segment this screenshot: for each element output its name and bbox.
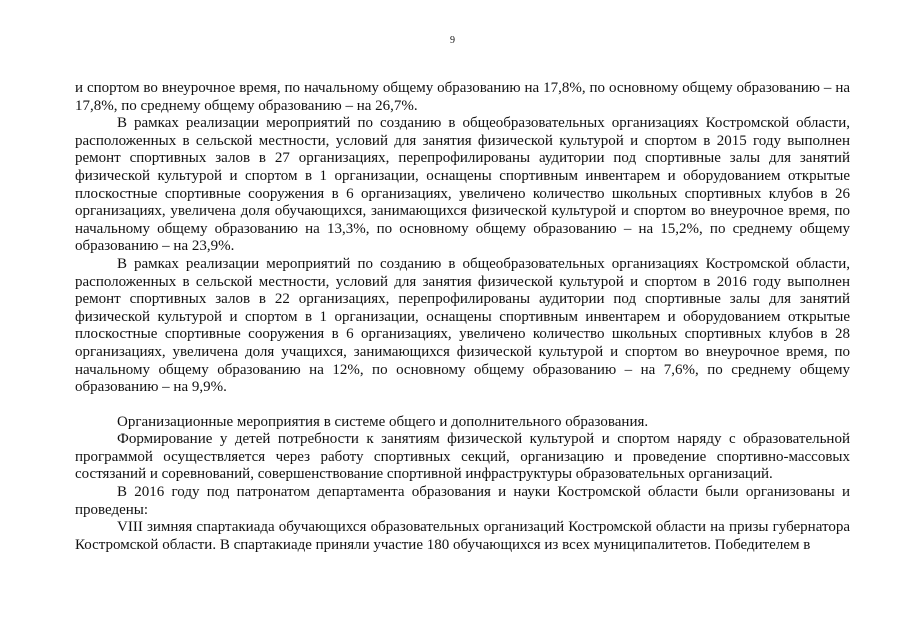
page-number: 9: [450, 35, 455, 46]
body-text: [75, 80, 850, 554]
paragraph-continuation: и спортом во внеурочное время, по начальному общему образованию на 17,8%, по основному общему образованию – на 17,8%, по среднему общему образованию – на 26,7%.: [75, 80, 850, 114]
paragraph-2016-measures: В рамках реализации мероприятий по созданию в общеобразовательных организациях Костромской области, расположенных в сельской местности, условий для занятия физической культурой и спортом в 2016 году выполнен ремонт спортивных залов в 22 организациях, перепрофилированы аудитории под спортивные залы для занятий физической культурой и спортом в 1 организации, оснащены спортивным инвентарем и оборудованием открытые плоскостные спортивные сооружения в 6 организациях, увеличено количество школьных спортивных клубов в 28 организациях, увеличена доля учащихся, занимающихся физической культурой и спортом во внеурочное время, по начальному общему образованию на 12%, по основному общему образованию – на 7,6%, по среднему общему образованию – на 9,9%.: [75, 255, 850, 396]
paragraph-2016-events: В 2016 году под патронатом департамента образования и науки Костромской области были организованы и проведены:: [75, 484, 850, 518]
paragraph-spartakiad: VIII зимняя спартакиада обучающихся образовательных организаций Костромской области на призы губернатора Костромской области. В спартакиаде приняли участие 180 обучающихся из всех муниципалитетов. Победителем в: [75, 519, 850, 553]
paragraph-2015-measures: В рамках реализации мероприятий по созданию в общеобразовательных организациях Костромской области, расположенных в сельской местности, условий для занятия физической культурой и спортом в 2015 году выполнен ремонт спортивных залов в 27 организациях, перепрофилированы аудитории под спортивные залы для занятий физической культурой и спортом в 1 организации, оснащены спортивным инвентарем и оборудованием открытые плоскостные спортивные сооружения в 6 организациях, увеличено количество школьных спортивных клубов в 26 организациях, увеличена доля обучающихся, занимающихся физической культурой и спортом во внеурочное время, по начальному общему образованию на 13,3%, по основному общему образованию – на 15,2%, по среднему общему образованию – на 23,9%.: [75, 115, 850, 255]
paragraph-heading-organizational: Организационные мероприятия в системе общего и дополнительного образования.: [117, 413, 649, 430]
paragraph-forming-needs: Формирование у детей потребности к занятиям физической культурой и спортом наряду с образовательной программой осуществляется через работу спортивных секций, организацию и проведение спортивно-массовых состязаний и соревнований, совершенствование спортивной инфраструктуры образовательных организаций.: [75, 431, 850, 483]
